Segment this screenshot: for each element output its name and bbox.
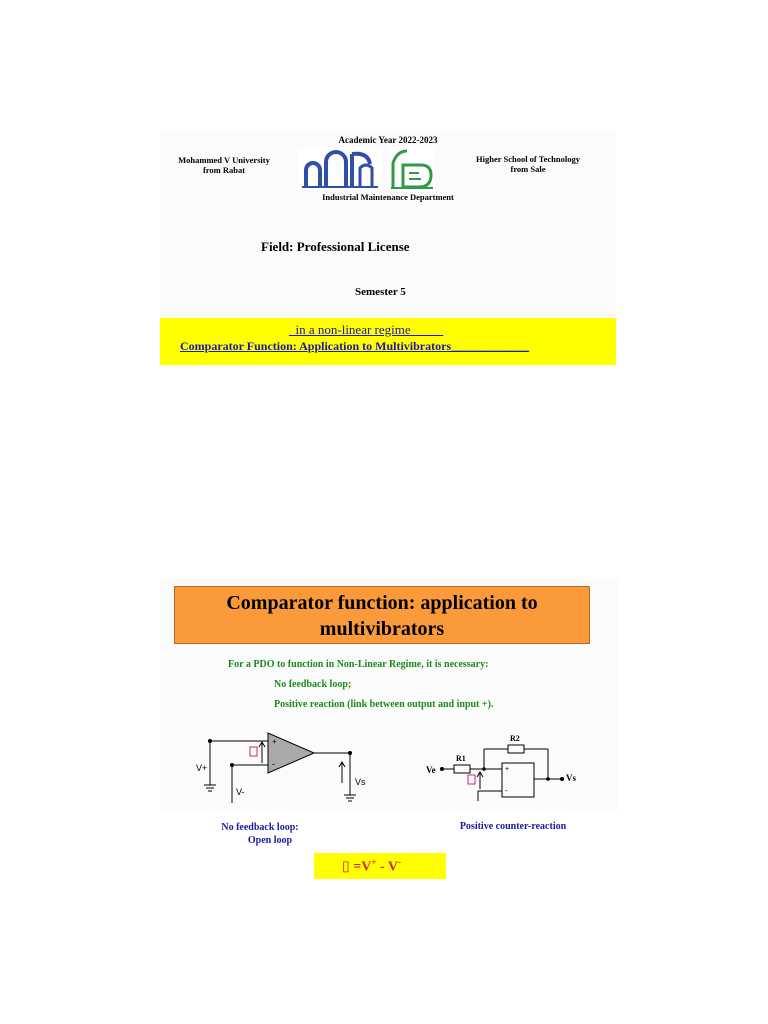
topic-banner	[160, 318, 616, 365]
school-logo-icon	[389, 147, 435, 191]
ve-label: Ve	[426, 765, 436, 775]
plus-sign: +	[505, 766, 510, 773]
banner-title: Comparator Function: Application to Multivibrators_____________	[180, 339, 530, 353]
plus-sign: +	[272, 737, 277, 746]
university-logo-icon	[298, 148, 382, 190]
comparator-slide	[160, 579, 618, 811]
requirement-item: No feedback loop;	[274, 679, 352, 690]
vplus-label: V+	[196, 763, 208, 773]
slide-title: Comparator function: application to multivibrators	[174, 586, 590, 644]
title-slide	[160, 131, 616, 367]
r1-label: R1	[456, 754, 466, 763]
requirement-item: Positive reaction (link between output and input +).	[274, 699, 494, 710]
school-name: Higher School of Technology from Sale	[476, 154, 580, 174]
minus-sign: -	[272, 759, 275, 769]
epsilon-formula-box	[314, 853, 446, 879]
vs-label: Vs	[566, 773, 577, 783]
department-name: Industrial Maintenance Department	[322, 192, 454, 202]
semester-label: Semester 5	[355, 286, 406, 298]
academic-year: Academic Year 2022-2023	[338, 135, 438, 145]
university-name: Mohammed V University from Rabat	[178, 155, 270, 175]
vs-label: Vs	[355, 777, 366, 787]
epsilon-formula: ▯ =V+ - V-	[342, 857, 401, 875]
requirement-text: For a PDO to function in Non-Linear Regime, it is necessary:	[228, 659, 489, 670]
vminus-label: V-	[236, 787, 245, 797]
field-heading: Field: Professional License	[261, 239, 410, 254]
positive-feedback-caption: Positive counter-reaction	[459, 821, 567, 832]
banner-subtitle: _in a non-linear regime_____	[289, 322, 444, 337]
open-loop-caption: No feedback loop: Open loop	[221, 822, 299, 846]
minus-sign: -	[505, 786, 508, 795]
positive-feedback-circuit-diagram	[422, 729, 582, 801]
r2-label: R2	[510, 734, 520, 743]
open-loop-circuit-diagram	[190, 727, 372, 805]
